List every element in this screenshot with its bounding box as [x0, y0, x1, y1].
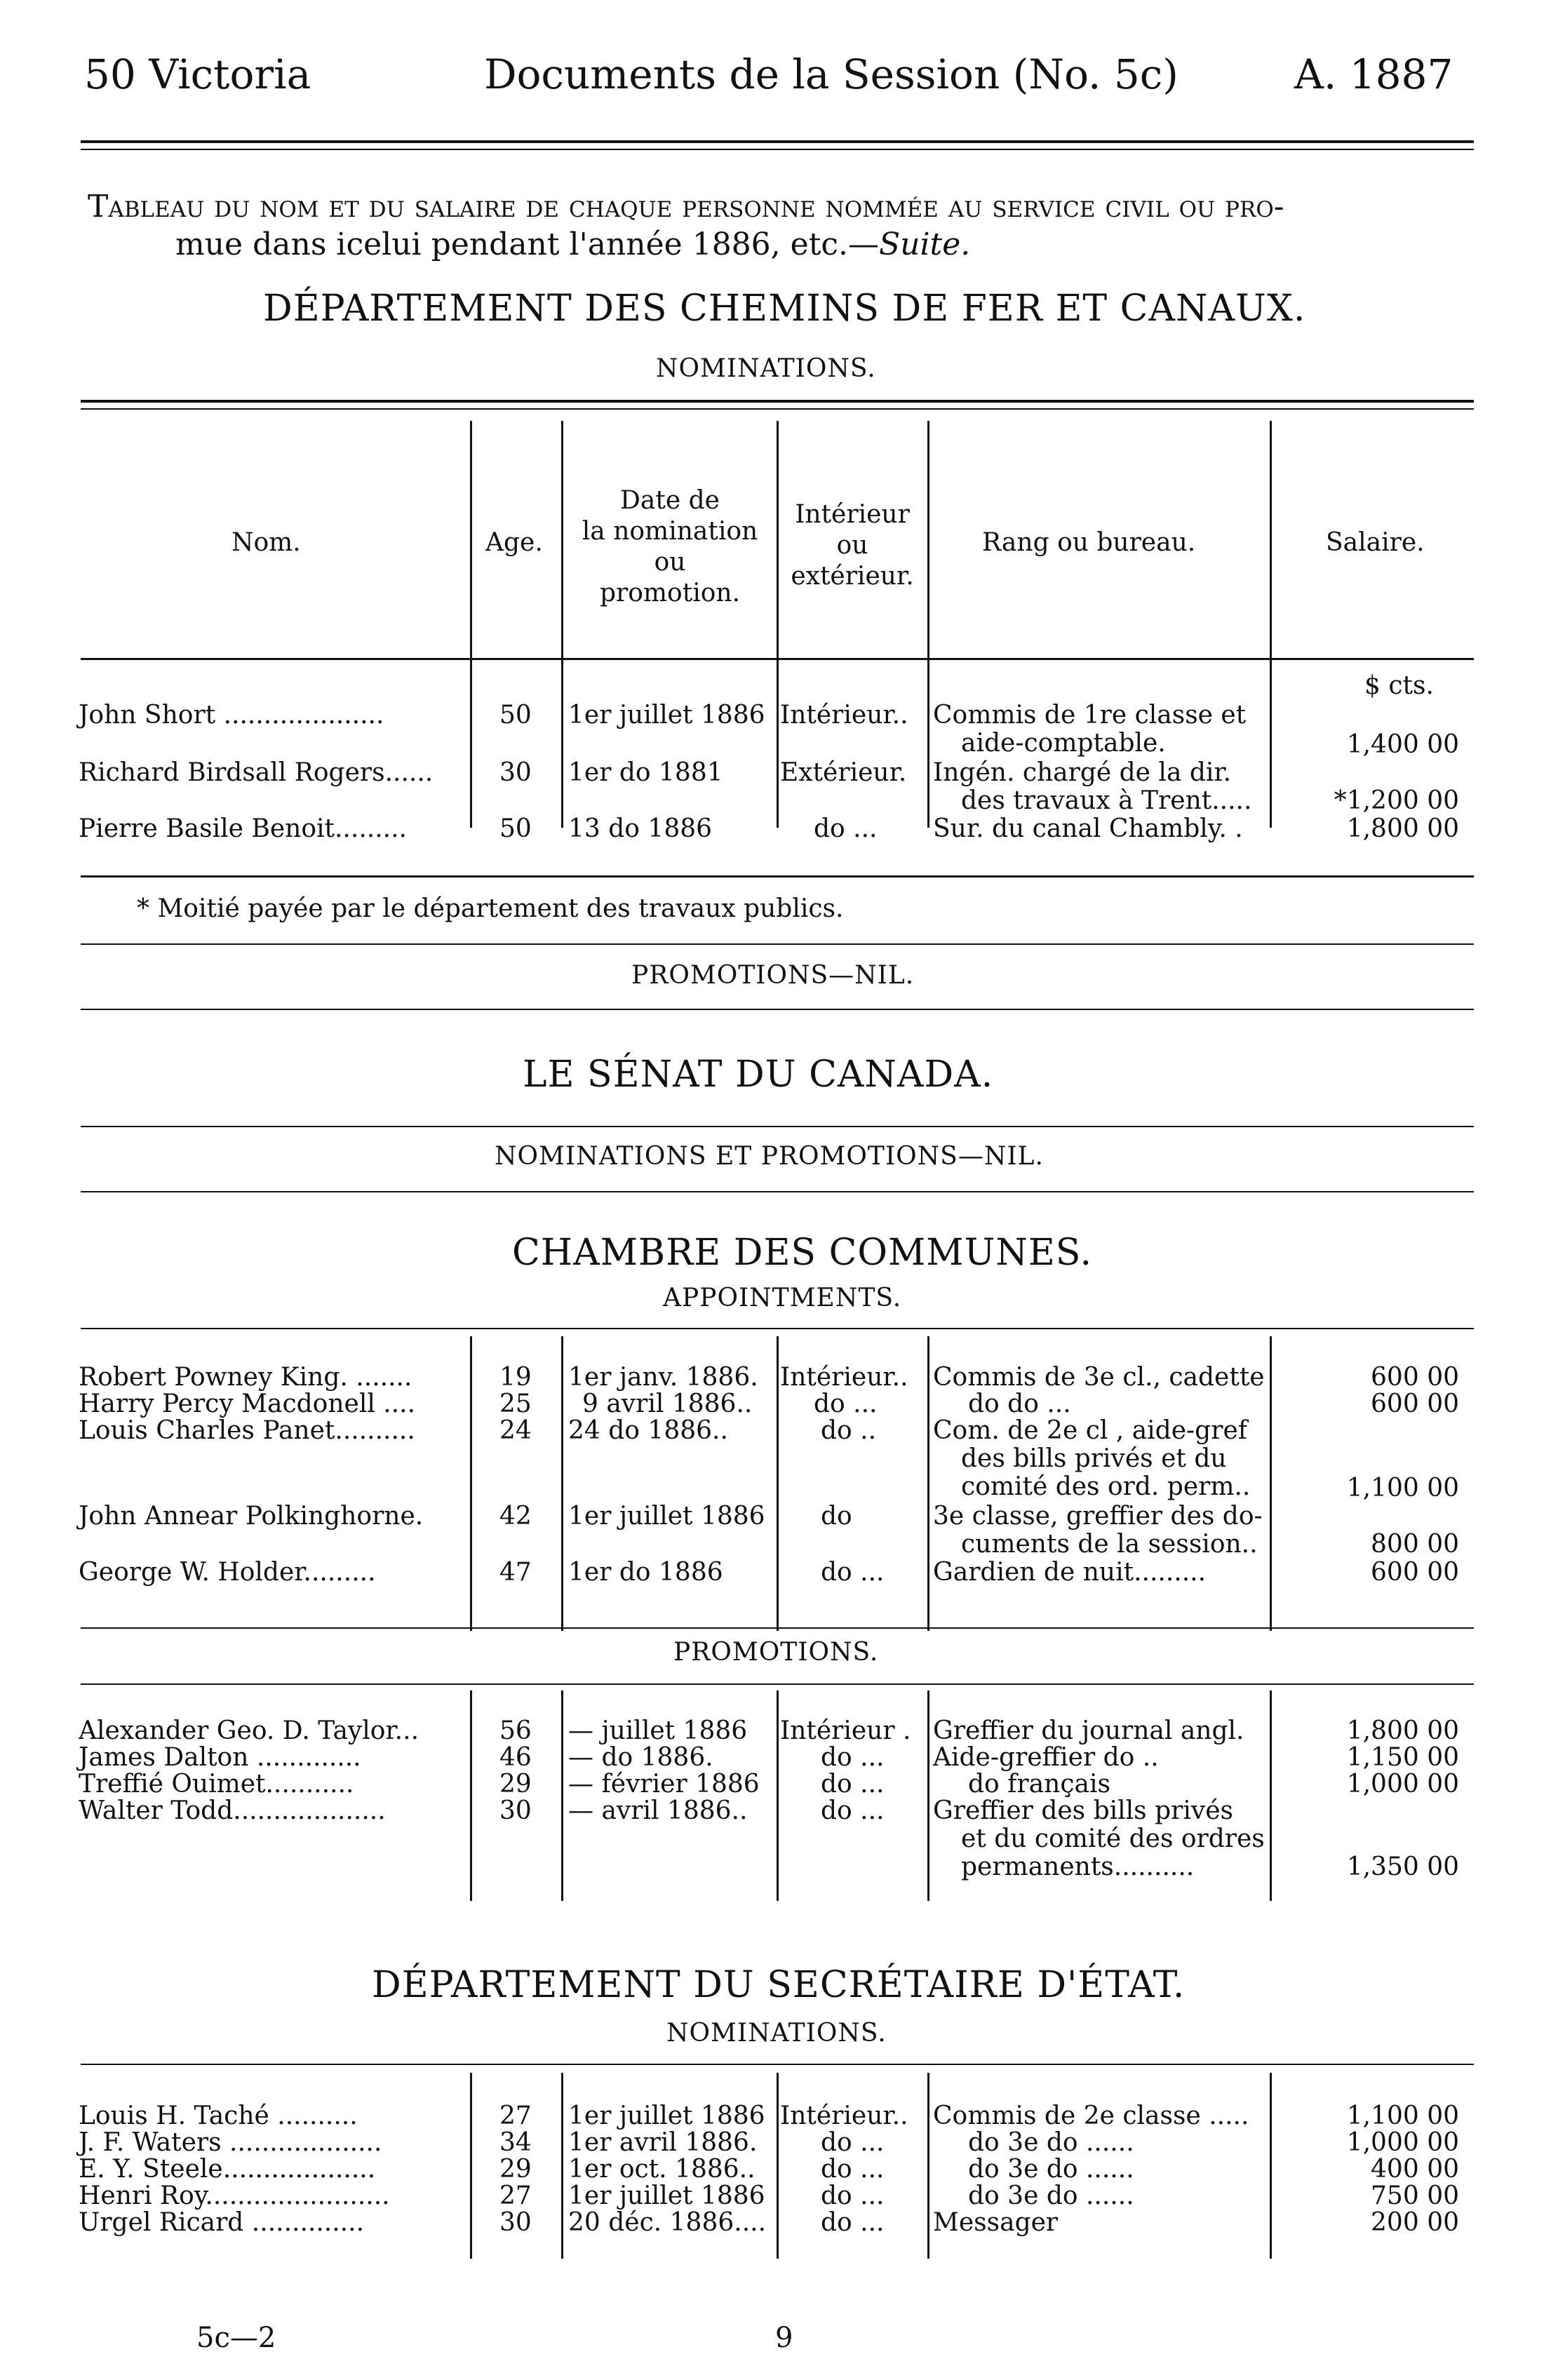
row-age: 47	[499, 1558, 532, 1587]
table-row: James Dalton .............	[79, 1743, 361, 1772]
col-divider	[1270, 2073, 1272, 2259]
table-row: John Annear Polkinghorne.	[79, 1502, 424, 1531]
row-date: 1er janv. 1886.	[568, 1363, 758, 1392]
row-salaire: 1,800 00	[1346, 1716, 1459, 1745]
row-salaire: 1,150 00	[1346, 1743, 1459, 1772]
row-interieur: do ...	[821, 2181, 885, 2210]
header-center: Documents de la Session (No. 5c)	[484, 51, 1179, 98]
row-rang: Sur. du canal Chambly. .	[933, 814, 1243, 843]
row-date: 1er avril 1886.	[568, 2128, 758, 2157]
row-salaire: 1,800 00	[1346, 814, 1459, 843]
section-subtitle-senat: NOMINATIONS ET PROMOTIONS—NIL.	[495, 1142, 1044, 1171]
rule	[81, 1126, 1474, 1127]
header-right: A. 1887	[1294, 51, 1453, 98]
row-age: 56	[499, 1716, 532, 1745]
rule	[81, 1627, 1474, 1629]
table-row: Harry Percy Macdonell ....	[79, 1390, 416, 1418]
row-rang: Commis de 1re classe et aide-comptable.	[933, 701, 1247, 758]
col-header-date: Date de la nomination ou promotion.	[582, 486, 758, 607]
rule	[81, 943, 1474, 945]
col-header-salaire: Salaire.	[1326, 528, 1425, 557]
promotions-title: PROMOTIONS.	[673, 1638, 879, 1667]
col-divider	[470, 1690, 472, 1901]
col-divider	[927, 1690, 929, 1901]
row-rang: do 3e do ......	[968, 2128, 1134, 2157]
table-row: J. F. Waters ...................	[79, 2128, 382, 2157]
row-salaire: 800 00	[1371, 1530, 1459, 1559]
row-interieur: do ...	[814, 814, 878, 843]
table-row: Walter Todd...................	[79, 1796, 386, 1825]
col-divider	[470, 2073, 472, 2259]
row-age: 30	[499, 2208, 532, 2237]
table-bottom-rule	[81, 875, 1474, 878]
header-rule-thin	[81, 149, 1474, 150]
row-age: 42	[499, 1502, 532, 1531]
row-interieur: do ...	[821, 1770, 885, 1799]
table-row: George W. Holder.........	[79, 1558, 376, 1587]
section-title-chemins-de-fer: DÉPARTEMENT DES CHEMINS DE FER ET CANAUX.	[263, 288, 1306, 330]
row-date: 24 do 1886..	[568, 1416, 728, 1445]
col-divider	[777, 1336, 779, 1631]
rule	[81, 1009, 1474, 1010]
rule	[81, 2064, 1474, 2065]
row-age: 29	[499, 2155, 532, 2184]
col-divider	[777, 1690, 779, 1901]
table-row: Treffié Ouimet...........	[79, 1770, 354, 1799]
row-date: 13 do 1886	[568, 814, 713, 843]
row-date: 9 avril 1886..	[582, 1390, 753, 1418]
row-salaire: 1,400 00	[1346, 730, 1459, 759]
row-salaire: 400 00	[1371, 2155, 1459, 2184]
promotions-nil: PROMOTIONS—NIL.	[631, 961, 915, 990]
row-interieur: do	[821, 1502, 852, 1531]
col-divider	[927, 2073, 929, 2259]
row-date: — février 1886	[568, 1770, 760, 1799]
row-interieur: do ...	[821, 2208, 885, 2237]
row-salaire: 200 00	[1371, 2208, 1459, 2237]
col-divider	[561, 1690, 563, 1901]
caption-line-2: mue dans icelui pendant l'année 1886, etc.—Suite.	[175, 227, 971, 262]
col-header-interieur: Intérieur ou extérieur.	[791, 500, 914, 591]
table-row: John Short ....................	[79, 701, 384, 730]
row-date: 1er juillet 1886	[568, 2102, 765, 2130]
row-interieur: Intérieur..	[780, 701, 908, 730]
row-salaire: 600 00	[1371, 1390, 1459, 1418]
row-rang: Commis de 2e classe .....	[933, 2102, 1249, 2130]
row-salaire: 1,350 00	[1346, 1853, 1459, 1881]
row-interieur: do ...	[821, 1743, 885, 1772]
row-age: 34	[499, 2128, 532, 2157]
section-subtitle-nominations: NOMINATIONS.	[656, 354, 876, 383]
col-divider	[777, 421, 779, 828]
row-rang: Com. de 2e cl , aide-gref des bills privés et du comité des ord. perm..	[933, 1416, 1251, 1501]
col-header-rang: Rang ou bureau.	[982, 528, 1196, 557]
row-age: 50	[499, 814, 532, 843]
caption-line-1: Tableau du nom et du salaire de chaque personne nommée au service civil ou pro-	[88, 189, 1284, 224]
row-rang: Ingén. chargé de la dir. des travaux à Trent.....	[933, 758, 1252, 815]
footer-left: 5c—2	[196, 2322, 276, 2354]
row-date: 1er juillet 1886	[568, 701, 765, 730]
currency-label: $ cts.	[1364, 671, 1434, 700]
col-divider	[1270, 421, 1272, 828]
col-header-nom: Nom.	[231, 528, 301, 557]
section-title-senat: LE SÉNAT DU CANADA.	[523, 1054, 994, 1096]
row-age: 27	[499, 2102, 532, 2130]
table-row: E. Y. Steele...................	[79, 2155, 376, 2184]
col-divider	[561, 1336, 563, 1631]
row-salaire: 1,100 00	[1346, 1474, 1459, 1502]
table-row: Louis Charles Panet..........	[79, 1416, 415, 1445]
table-row: Robert Powney King. .......	[79, 1363, 412, 1392]
row-salaire: 750 00	[1371, 2181, 1459, 2210]
header-rule	[81, 140, 1474, 143]
table-row: Richard Birdsall Rogers......	[79, 758, 434, 787]
row-age: 30	[499, 758, 532, 787]
table-row: Alexander Geo. D. Taylor...	[79, 1716, 419, 1745]
col-divider	[1270, 1690, 1272, 1901]
row-rang: Greffier du journal angl.	[933, 1716, 1244, 1745]
row-rang: Commis de 3e cl., cadette	[933, 1363, 1265, 1392]
row-age: 30	[499, 1796, 532, 1825]
row-date: 1er juillet 1886	[568, 1502, 765, 1531]
row-rang: Gardien de nuit.........	[933, 1558, 1207, 1587]
table-row: Urgel Ricard ..............	[79, 2208, 365, 2237]
row-interieur: do ..	[821, 1416, 877, 1445]
col-divider	[777, 2073, 779, 2259]
footnote: * Moitié payée par le département des travaux publics.	[137, 894, 844, 923]
rule	[81, 1191, 1474, 1192]
col-divider	[927, 421, 929, 828]
row-age: 19	[499, 1363, 532, 1392]
row-date: — juillet 1886	[568, 1716, 748, 1745]
section-title-secretaire: DÉPARTEMENT DU SECRÉTAIRE D'ÉTAT.	[372, 1964, 1186, 2006]
row-date: 1er do 1886	[568, 1558, 723, 1587]
row-rang: do français	[968, 1770, 1110, 1799]
section-title-chambre: CHAMBRE DES COMMUNES.	[512, 1232, 1093, 1274]
row-interieur: do ...	[821, 1796, 885, 1825]
row-age: 46	[499, 1743, 532, 1772]
col-header-age: Age.	[485, 528, 543, 557]
table-rule	[81, 400, 1474, 403]
row-interieur: Intérieur..	[780, 1363, 908, 1392]
row-interieur: do ...	[821, 1558, 885, 1587]
row-date: 1er juillet 1886	[568, 2181, 765, 2210]
row-salaire: *1,200 00	[1334, 786, 1459, 815]
rule	[81, 1328, 1474, 1329]
col-divider	[1270, 1336, 1272, 1631]
section-subtitle-appointments: APPOINTMENTS.	[663, 1284, 902, 1312]
page-number: 9	[775, 2322, 793, 2354]
table-row: Louis H. Taché ..........	[79, 2102, 358, 2130]
col-divider	[927, 1336, 929, 1631]
section-subtitle-nominations-2: NOMINATIONS.	[666, 2019, 887, 2048]
row-rang: do 3e do ......	[968, 2181, 1134, 2210]
row-age: 27	[499, 2181, 532, 2210]
row-interieur: do ...	[814, 1390, 878, 1418]
row-salaire: 1,000 00	[1346, 1770, 1459, 1799]
row-date: — avril 1886..	[568, 1796, 748, 1825]
row-salaire: 1,100 00	[1346, 2102, 1459, 2130]
rule	[81, 1683, 1474, 1685]
row-rang: 3e classe, greffier des do- cuments de la session..	[933, 1502, 1263, 1559]
row-rang: do do ...	[968, 1390, 1071, 1418]
row-interieur: do ...	[821, 2128, 885, 2157]
row-date: 1er oct. 1886..	[568, 2155, 756, 2184]
row-rang: Messager	[933, 2208, 1059, 2237]
header-left: 50 Victoria	[84, 51, 311, 98]
table-rule-thin	[81, 408, 1474, 410]
col-divider	[470, 421, 472, 828]
row-age: 29	[499, 1770, 532, 1799]
row-date: — do 1886.	[568, 1743, 713, 1772]
row-salaire: 600 00	[1371, 1363, 1459, 1392]
row-interieur: Intérieur .	[780, 1716, 911, 1745]
table-row: Henri Roy.......................	[79, 2181, 390, 2210]
row-interieur: Extérieur.	[780, 758, 907, 787]
col-divider	[561, 2073, 563, 2259]
row-age: 25	[499, 1390, 532, 1418]
row-interieur: Intérieur..	[780, 2102, 908, 2130]
row-date: 1er do 1881	[568, 758, 723, 787]
row-rang: do 3e do ......	[968, 2155, 1134, 2184]
col-divider	[561, 421, 563, 828]
col-divider	[470, 1336, 472, 1631]
row-age: 50	[499, 701, 532, 730]
row-date: 20 déc. 1886....	[568, 2208, 767, 2237]
row-salaire: 1,000 00	[1346, 2128, 1459, 2157]
row-interieur: do ...	[821, 2155, 885, 2184]
row-rang: Aide-greffier do ..	[933, 1743, 1159, 1772]
row-rang: Greffier des bills privés et du comité des ordres permanents..........	[933, 1796, 1265, 1881]
row-salaire: 600 00	[1371, 1558, 1459, 1587]
row-age: 24	[499, 1416, 532, 1445]
table-row: Pierre Basile Benoit.........	[79, 814, 407, 843]
